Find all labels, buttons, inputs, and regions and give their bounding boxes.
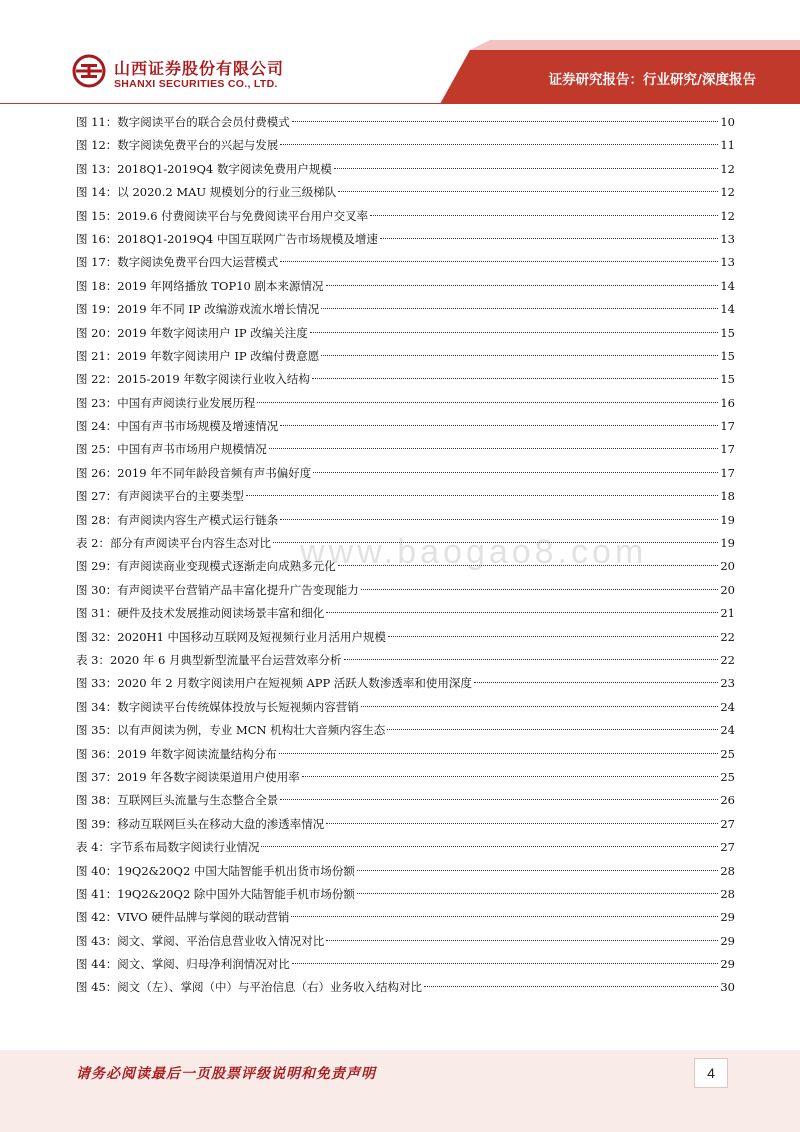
- toc-entry-label: 图 42：VIVO 硬件品牌与掌阅的联动营销: [76, 910, 290, 925]
- toc-leader-dots: [326, 939, 718, 941]
- toc-entry-page: 12: [720, 208, 735, 223]
- toc-leader-dots: [257, 401, 718, 403]
- toc-entry-page: 13: [720, 231, 735, 246]
- toc-entry-label: 图 13：2018Q1-2019Q4 数字阅读免费用户规模: [76, 161, 332, 176]
- toc-entry-label: 表 4：字节系布局数字阅读行业情况: [76, 840, 260, 855]
- toc-entry-label: 图 27：有声阅读平台的主要类型: [76, 489, 244, 504]
- toc-entry[interactable]: [76, 766, 735, 789]
- toc-entry-label: 图 23：中国有声阅读行业发展历程: [76, 395, 256, 410]
- toc-entry-page: 12: [720, 161, 735, 176]
- toc-leader-dots: [361, 705, 719, 707]
- toc-entry[interactable]: [76, 205, 735, 228]
- report-type-label: 证券研究报告：行业研究/深度报告: [548, 72, 756, 88]
- toc-leader-dots: [269, 447, 719, 449]
- toc-entry[interactable]: [76, 462, 735, 485]
- toc-leader-dots: [361, 588, 719, 590]
- toc-leader-dots: [302, 775, 719, 777]
- toc-leader-dots: [280, 143, 718, 145]
- toc-entry[interactable]: [76, 696, 735, 719]
- toc-leader-dots: [312, 377, 718, 379]
- toc-entry-page: 11: [720, 138, 735, 153]
- toc-entry-page: 22: [720, 652, 735, 667]
- toc-entry-page: 16: [720, 395, 735, 410]
- toc-entry-page: 17: [720, 419, 735, 434]
- toc-entry-label: 表 2：部分有声阅读平台内容生态对比: [76, 536, 271, 551]
- toc-entry[interactable]: [76, 228, 735, 251]
- toc-entry-page: 17: [720, 442, 735, 457]
- toc-entry-page: 14: [720, 278, 735, 293]
- toc-leader-dots: [326, 822, 718, 824]
- toc-entry-label: 图 44：阅文、掌阅、归母净利润情况对比: [76, 957, 290, 972]
- toc-entry-page: 22: [720, 629, 735, 644]
- toc-entry-page: 27: [720, 816, 735, 831]
- toc-entry-page: 14: [720, 302, 735, 317]
- toc-entry[interactable]: [76, 251, 735, 274]
- toc-leader-dots: [291, 915, 718, 917]
- toc-entry-label: 图 31：硬件及技术发展推动阅读场景丰富和细化: [76, 606, 325, 621]
- toc-leader-dots: [321, 307, 718, 309]
- toc-leader-dots: [321, 354, 718, 356]
- toc-entry-label: 图 16：2018Q1-2019Q4 中国互联网广告市场规模及增速: [76, 231, 378, 246]
- toc-entry[interactable]: [76, 789, 735, 812]
- toc-entry-page: 30: [720, 980, 735, 995]
- toc-entry[interactable]: [76, 368, 735, 391]
- toc-leader-dots: [424, 985, 718, 987]
- toc-entry-page: 10: [720, 115, 735, 129]
- toc-entry-label: 图 21：2019 年数字阅读用户 IP 改编付费意愿: [76, 348, 320, 363]
- toc-entry-page: 20: [720, 559, 735, 574]
- toc-entry[interactable]: [76, 672, 735, 695]
- toc-entry-label: 图 20：2019 年数字阅读用户 IP 改编关注度: [76, 325, 308, 340]
- watermark: www.baogao8.com: [300, 533, 648, 571]
- toc-entry-label: 图 17：数字阅读免费平台四大运营模式: [76, 255, 279, 270]
- toc-entry-label: 图 39：移动互联网巨头在移动大盘的渗透率情况: [76, 816, 325, 831]
- toc-entry[interactable]: [76, 392, 735, 415]
- toc-entry-page: 20: [720, 582, 735, 597]
- toc-entry-label: 图 25：中国有声书市场用户规模情况: [76, 442, 267, 457]
- brand-name-en: SHANXI SECURITIES CO., LTD.: [114, 78, 278, 90]
- toc-leader-dots: [292, 962, 719, 964]
- toc-entry[interactable]: [76, 719, 735, 742]
- toc-entry-page: 17: [720, 465, 735, 480]
- toc-entry[interactable]: [76, 134, 735, 157]
- toc-entry-page: 23: [720, 676, 735, 691]
- toc-entry-label: 图 30：有声阅读平台营销产品丰富化提升广告变现能力: [76, 582, 359, 597]
- toc-leader-dots: [357, 869, 718, 871]
- brand-name-cn: 山西证券股份有限公司: [114, 59, 285, 78]
- page-number: 4: [694, 1058, 728, 1088]
- toc-entry[interactable]: [76, 579, 735, 602]
- toc-entry[interactable]: [76, 345, 735, 368]
- toc-entry-label: 图 38：互联网巨头流量与生态整合全景: [76, 793, 279, 808]
- toc-leader-dots: [246, 494, 719, 496]
- toc-entry-label: 图 18：2019 年网络播放 TOP10 剧本来源情况: [76, 278, 324, 293]
- toc-entry[interactable]: [76, 649, 735, 672]
- toc-entry[interactable]: [76, 485, 735, 508]
- toc-leader-dots: [474, 681, 718, 683]
- toc-entry-label: 图 43：阅文、掌阅、平治信息营业收入情况对比: [76, 933, 325, 948]
- toc-leader-dots: [313, 471, 718, 473]
- toc-entry[interactable]: [76, 111, 735, 134]
- toc-leader-dots: [380, 237, 719, 239]
- toc-leader-dots: [370, 214, 718, 216]
- toc-entry-label: 图 14：以 2020.2 MAU 规模划分的行业三级梯队: [76, 185, 337, 200]
- toc-entry-label: 图 33：2020 年 2 月数字阅读用户在短视频 APP 活跃人数渗透率和使用深度: [76, 676, 472, 691]
- toc-entry-page: 25: [720, 769, 735, 784]
- toc-entry-page: 26: [720, 793, 735, 808]
- toc-entry[interactable]: [76, 181, 735, 204]
- toc-entry[interactable]: [76, 813, 735, 836]
- toc-entry[interactable]: [76, 906, 735, 929]
- footer-disclaimer: 请务必阅读最后一页股票评级说明和免责声明: [76, 1066, 376, 1082]
- toc-leader-dots: [326, 611, 718, 613]
- toc-leader-dots: [387, 728, 718, 730]
- toc-entry-label: 图 19：2019 年不同 IP 改编游戏流水增长情况: [76, 302, 320, 317]
- toc-entry-page: 15: [720, 348, 735, 363]
- toc-entry-page: 24: [720, 723, 735, 738]
- toc-leader-dots: [338, 190, 718, 192]
- toc-leader-dots: [279, 752, 719, 754]
- toc-entry[interactable]: [76, 953, 735, 976]
- page-header: [0, 0, 800, 104]
- toc-entry-page: 29: [720, 957, 735, 972]
- toc-entry-page: 15: [720, 372, 735, 387]
- toc-entry[interactable]: [76, 860, 735, 883]
- company-logo-icon: [72, 54, 106, 88]
- toc-entry-label: 图 40：19Q2&20Q2 中国大陆智能手机出货市场份额: [76, 863, 355, 878]
- toc-entry-label: 图 32：2020H1 中国移动互联网及短视频行业月活用户规模: [76, 629, 387, 644]
- toc-entry-label: 图 15：2019.6 付费阅读平台与免费阅读平台用户交叉率: [76, 208, 369, 223]
- toc-entry-label: 图 28：有声阅读内容生产模式运行链条: [76, 512, 279, 527]
- toc-entry-label: 表 3：2020 年 6 月典型新型流量平台运营效率分析: [76, 652, 342, 667]
- toc-leader-dots: [310, 331, 719, 333]
- toc-entry[interactable]: [76, 743, 735, 766]
- toc-leader-dots: [280, 260, 718, 262]
- toc-entry[interactable]: [76, 883, 735, 906]
- toc-entry[interactable]: [76, 438, 735, 461]
- toc-entry-page: 12: [720, 185, 735, 200]
- toc-entry[interactable]: [76, 298, 735, 321]
- toc-entry-page: 28: [720, 886, 735, 901]
- toc-leader-dots: [388, 635, 718, 637]
- toc-entry-label: 图 45：阅文（左）、掌阅（中）与平治信息（右）业务收入结构对比: [76, 980, 423, 995]
- toc-entry[interactable]: [76, 275, 735, 298]
- toc-entry[interactable]: [76, 158, 735, 181]
- toc-leader-dots: [334, 167, 719, 169]
- toc-entry-page: 28: [720, 863, 735, 878]
- toc-entry-label: 图 12：数字阅读免费平台的兴起与发展: [76, 138, 279, 153]
- toc-leader-dots: [344, 658, 719, 660]
- toc-entry[interactable]: [76, 415, 735, 438]
- toc-entry-label: 图 22：2015-2019 年数字阅读行业收入结构: [76, 372, 310, 387]
- toc-leader-dots: [280, 798, 718, 800]
- toc-entry-label: 图 26：2019 年不同年龄段音频有声书偏好度: [76, 465, 312, 480]
- toc-leader-dots: [280, 518, 718, 520]
- toc-leader-dots: [292, 120, 719, 122]
- toc-entry-label: 图 29：有声阅读商业变现模式逐渐走向成熟多元化: [76, 559, 336, 574]
- toc-entry-label: 图 24：中国有声书市场规模及增速情况: [76, 419, 279, 434]
- toc-entry-label: 图 41：19Q2&20Q2 除中国外大陆智能手机市场份额: [76, 886, 355, 901]
- toc-entry[interactable]: [76, 322, 735, 345]
- toc-entry-page: 29: [720, 910, 735, 925]
- toc-leader-dots: [326, 284, 719, 286]
- toc-entry-label: 图 35：以有声阅读为例，专业 MCN 机构壮大音频内容生态: [76, 723, 386, 738]
- toc-entry-label: 图 36：2019 年数字阅读流量结构分布: [76, 746, 277, 761]
- toc-entry[interactable]: [76, 976, 735, 999]
- toc-entry-page: 19: [720, 536, 735, 551]
- toc-entry-label: 图 34：数字阅读平台传统媒体投放与长短视频内容营销: [76, 699, 359, 714]
- toc-entry-page: 19: [720, 512, 735, 527]
- toc-entry-page: 13: [720, 255, 735, 270]
- toc-entry[interactable]: [76, 626, 735, 649]
- toc-entry[interactable]: [76, 509, 735, 532]
- toc-entry-page: 18: [720, 489, 735, 504]
- toc-entry-label: 图 37：2019 年各数字阅读渠道用户使用率: [76, 769, 300, 784]
- toc-entry-label: 图 11：数字阅读平台的联合会员付费模式: [76, 115, 290, 129]
- toc-entry[interactable]: [76, 836, 735, 859]
- toc-entry-page: 27: [720, 840, 735, 855]
- toc-entry-page: 24: [720, 699, 735, 714]
- toc-leader-dots: [261, 845, 718, 847]
- toc-entry-page: 21: [720, 606, 735, 621]
- toc-entry[interactable]: [76, 930, 735, 953]
- toc-entry-page: 15: [720, 325, 735, 340]
- toc-entry-page: 29: [720, 933, 735, 948]
- toc-entry-page: 25: [720, 746, 735, 761]
- toc-entry[interactable]: [76, 602, 735, 625]
- toc-leader-dots: [280, 424, 718, 426]
- toc-leader-dots: [357, 892, 718, 894]
